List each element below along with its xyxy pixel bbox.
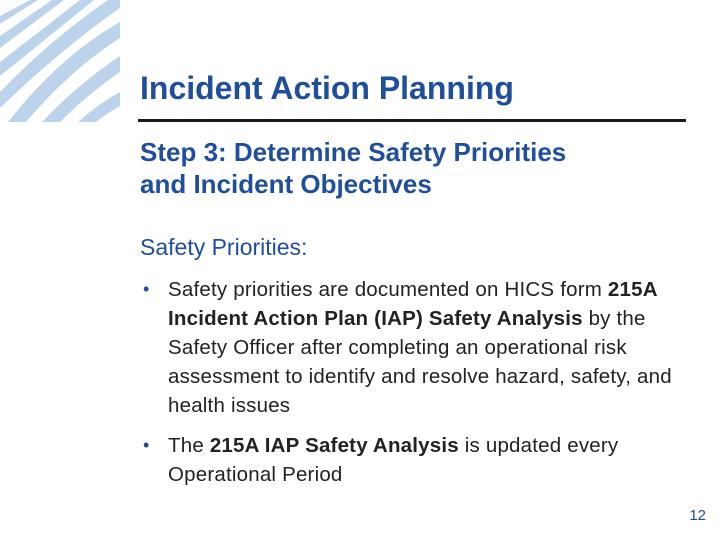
bullet-item: [140, 275, 700, 420]
page-number: 12: [689, 507, 706, 524]
bullet-bold-text: 215A Incident Action Plan (IAP) Safety Analysis: [168, 278, 657, 330]
subtitle-line-1: Step 3: Determine Safety Priorities: [140, 137, 567, 167]
bullet-text: Safety priorities are documented on HICS form: [168, 278, 608, 301]
bullet-icon: •: [143, 279, 150, 299]
bullet-text: is updated every Operational Period: [168, 434, 619, 486]
section-label: Safety Priorities:: [140, 234, 308, 260]
slide-subtitle: [140, 136, 700, 200]
striped-swoosh-logo-icon: [0, 0, 120, 122]
title-divider: [138, 119, 686, 122]
bullet-list: [140, 275, 700, 489]
subtitle-line-2: and Incident Objectives: [140, 169, 432, 199]
bullet-text: The: [168, 434, 210, 457]
bullet-icon: •: [143, 435, 150, 455]
bullet-text: by the Safety Officer after completing an operational risk assessment to identify and resolve hazard, safety, and health issues: [168, 307, 672, 417]
bullet-bold-text: 215A IAP Safety Analysis: [209, 434, 459, 457]
slide-title: Incident Action Planning: [140, 70, 514, 106]
bullet-item: [140, 431, 700, 489]
